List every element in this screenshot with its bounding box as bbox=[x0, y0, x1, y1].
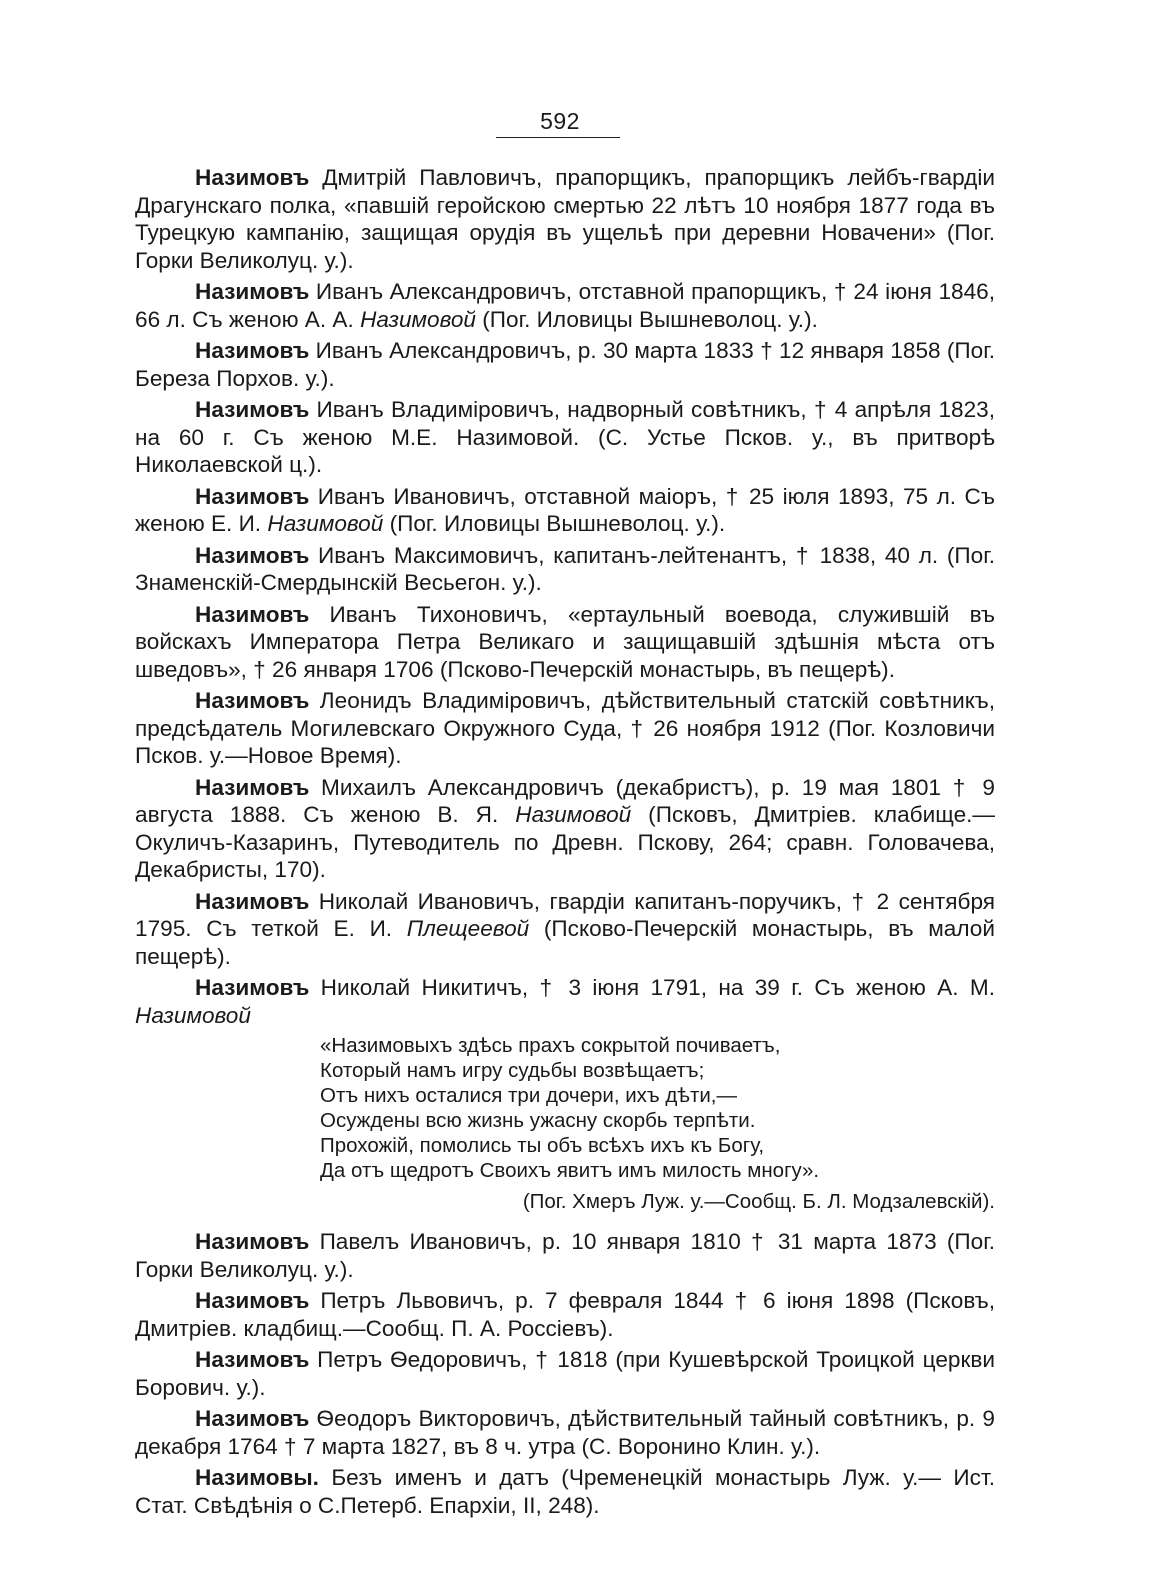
entry-ivan-maksimovich bbox=[135, 542, 995, 597]
entry-surname: Назимовъ bbox=[195, 483, 310, 509]
entry-mikhail-aleksandrovich bbox=[135, 774, 995, 884]
body-text bbox=[135, 164, 995, 1523]
poem-line: Который намъ игру судьбы возвѣщаетъ; bbox=[320, 1059, 705, 1082]
entry-surname: Назимовъ bbox=[195, 1288, 310, 1313]
entry-ivan-aleksandrovich-1858 bbox=[135, 337, 995, 392]
epitaph-poem bbox=[320, 1033, 995, 1183]
entry-surname: Назимовъ bbox=[195, 688, 310, 713]
poem-line: Осуждены всю жизнь ужасну скорбь терпѣти. bbox=[320, 1109, 756, 1132]
entry-nikolay-nikitich bbox=[135, 974, 995, 1029]
entry-surname: Назимовъ bbox=[195, 279, 310, 304]
poem-line: Да отъ щедротъ Своихъ явитъ имъ милость многу». bbox=[320, 1159, 820, 1182]
page-number-rule bbox=[496, 137, 620, 138]
entry-text: Павелъ Ивановичъ, р. 10 января 1810 † 31 марта 1873 (Пог. Горки Великолуц. у.). bbox=[135, 1229, 995, 1282]
entry-text: (Пог. Иловицы Вышневолоц. у.). bbox=[476, 306, 818, 332]
entry-text: Николай Никитичъ, † 3 іюня 1791, на 39 г. Съ женою А. М. bbox=[309, 975, 995, 1000]
entry-text: Ѳеодоръ Викторовичъ, дѣйствительный тайный совѣтникъ, р. 9 декабря 1764 † 7 марта 1827, въ 8 ч. утра (С. Воронино Клин. у.). bbox=[135, 1406, 995, 1459]
entry-surname: Назимовъ bbox=[195, 888, 310, 914]
entry-petr-fedorovich bbox=[135, 1346, 995, 1401]
entry-surname: Назимовъ bbox=[195, 165, 310, 190]
entry-text: Петръ Ѳедоровичъ, † 1818 (при Кушевѣрской Троицкой церкви Борович. у.). bbox=[135, 1347, 995, 1400]
entry-italic-name: Плещеевой bbox=[406, 916, 530, 941]
entry-text: Петръ Львовичъ, р. 7 февраля 1844 † 6 іюня 1898 (Псковъ, Дмитріев. кладбищ.—Сообщ. П. А. Россіевъ). bbox=[135, 1288, 995, 1341]
entry-text: Иванъ Владиміровичъ, надворный совѣтникъ, † 4 апрѣля 1823, на 60 г. Съ женою М.Е. Назимовой. (С. Устье Псков. у., въ притворѣ Николаевской ц.). bbox=[135, 397, 995, 477]
entry-surname: Назимовъ bbox=[195, 1406, 310, 1431]
entry-surname: Назимовъ bbox=[195, 397, 310, 422]
entry-italic-name: Назимовой bbox=[267, 511, 384, 536]
entry-text: Дмитрій Павловичъ, прапорщикъ, прапорщикъ лейбъ-гвардіи Драгунскаго полка, «павшій геройскою смертью 22 лѣтъ 10 ноября 1877 года въ Турецкую кампанію, защищая орудія въ ущельѣ при деревни Новачени» (Пог. Горки Великолуц. у.). bbox=[135, 165, 995, 273]
entry-pavel-ivanovich bbox=[135, 1228, 995, 1283]
poem-line: Отъ нихъ осталися три дочери, ихъ дѣти,— bbox=[320, 1084, 737, 1107]
entry-text: (Псково-Печерскій монастырь, въ малой пещерѣ). bbox=[135, 916, 995, 969]
entry-text: Иванъ Ивановичъ, отставной маіоръ, † 25 іюля 1893, 75 л. Съ женою Е. И. bbox=[135, 483, 995, 536]
entry-nazimovy bbox=[135, 1464, 995, 1519]
entry-text: Иванъ Александровичъ, отставной прапорщикъ, † 24 іюня 1846, 66 л. Съ женою А. А. bbox=[135, 279, 995, 332]
entry-italic-name: Назимовой bbox=[360, 306, 476, 332]
entry-surname: Назимовъ bbox=[195, 601, 310, 627]
entry-nikolay-ivanovich bbox=[135, 888, 995, 971]
entry-surname: Назимовъ bbox=[195, 1229, 310, 1254]
entry-italic-name: Назимовой bbox=[515, 802, 632, 827]
entry-surname: Назимовъ bbox=[195, 338, 310, 363]
entry-surname: Назимовъ bbox=[195, 975, 310, 1000]
entry-text: Леонидъ Владиміровичъ, дѣйствительный статскій совѣтникъ, предсѣдатель Могилевскаго Окружного Суда, † 26 ноября 1912 (Пог. Козловичи Псков. у.—Новое Время). bbox=[135, 688, 995, 768]
page-number: 592 bbox=[540, 108, 580, 134]
entry-text: Иванъ Александровичъ, р. 30 марта 1833 † 12 января 1858 (Пог. Береза Порхов. у.). bbox=[135, 338, 995, 391]
entry-surname: Назимовъ bbox=[195, 774, 310, 800]
poem-line: Прохожій, помолись ты объ всѣхъ ихъ къ Богу, bbox=[320, 1134, 765, 1157]
entry-dmitriy-pavlovich bbox=[135, 164, 995, 274]
entry-surname: Назимовъ bbox=[195, 1347, 310, 1372]
entry-ivan-tikhonovich bbox=[135, 601, 995, 684]
poem-source: (Пог. Хмеръ Луж. у.—Сообщ. Б. Л. Модзалевскій). bbox=[522, 1190, 995, 1213]
entry-leonid-vladimirovich bbox=[135, 687, 995, 770]
entry-text: Безъ именъ и датъ (Чременецкій монастырь Луж. у.— Ист. Стат. Свѣдѣнія о С.Петерб. Епархіи, II, 248). bbox=[135, 1465, 995, 1518]
entry-feodor-viktorovich bbox=[135, 1405, 995, 1460]
poem-line: «Назимовыхъ здѣсь прахъ сокрытой почиваетъ, bbox=[320, 1034, 781, 1057]
entry-ivan-vladimirovich bbox=[135, 396, 995, 479]
entry-ivan-aleksandrovich-1846 bbox=[135, 278, 995, 333]
entry-text: (Псковъ, Дмитріев. клабище.— Окуличъ-Казаринъ, Путеводитель по Древн. Пскову, 264; сравн. Головачева, Декабристы, 170). bbox=[135, 802, 996, 882]
entry-text: Николай Ивановичъ, гвардіи капитанъ-поручикъ, † 2 сентября 1795. Съ теткой Е. И. bbox=[135, 888, 995, 941]
entry-petr-lvovich bbox=[135, 1287, 995, 1342]
entry-text: (Пог. Иловицы Вышневолоц. у.). bbox=[383, 511, 726, 536]
entry-italic-name: Назимовой bbox=[135, 1002, 251, 1028]
entry-surname: Назимовъ bbox=[195, 542, 310, 568]
entry-text: Михаилъ Александровичъ (декабристъ), р. 19 мая 1801 † 9 августа 1888. Съ женою В. Я. bbox=[135, 774, 995, 827]
entry-text: Иванъ Тихоновичъ, «ертаульный воевода, служившій въ войскахъ Императора Петра Великаго и защищавшій здѣшнія мѣста отъ шведовъ», † 26 января 1706 (Псково-Печерскій монастырь, въ пещерѣ). bbox=[135, 601, 995, 682]
entry-ivan-ivanovich bbox=[135, 483, 995, 538]
entry-surname: Назимовы. bbox=[195, 1465, 319, 1490]
entry-text: Иванъ Максимовичъ, капитанъ-лейтенантъ, † 1838, 40 л. (Пог. Знаменскій-Смердынскій Весьегон. у.). bbox=[135, 542, 995, 595]
